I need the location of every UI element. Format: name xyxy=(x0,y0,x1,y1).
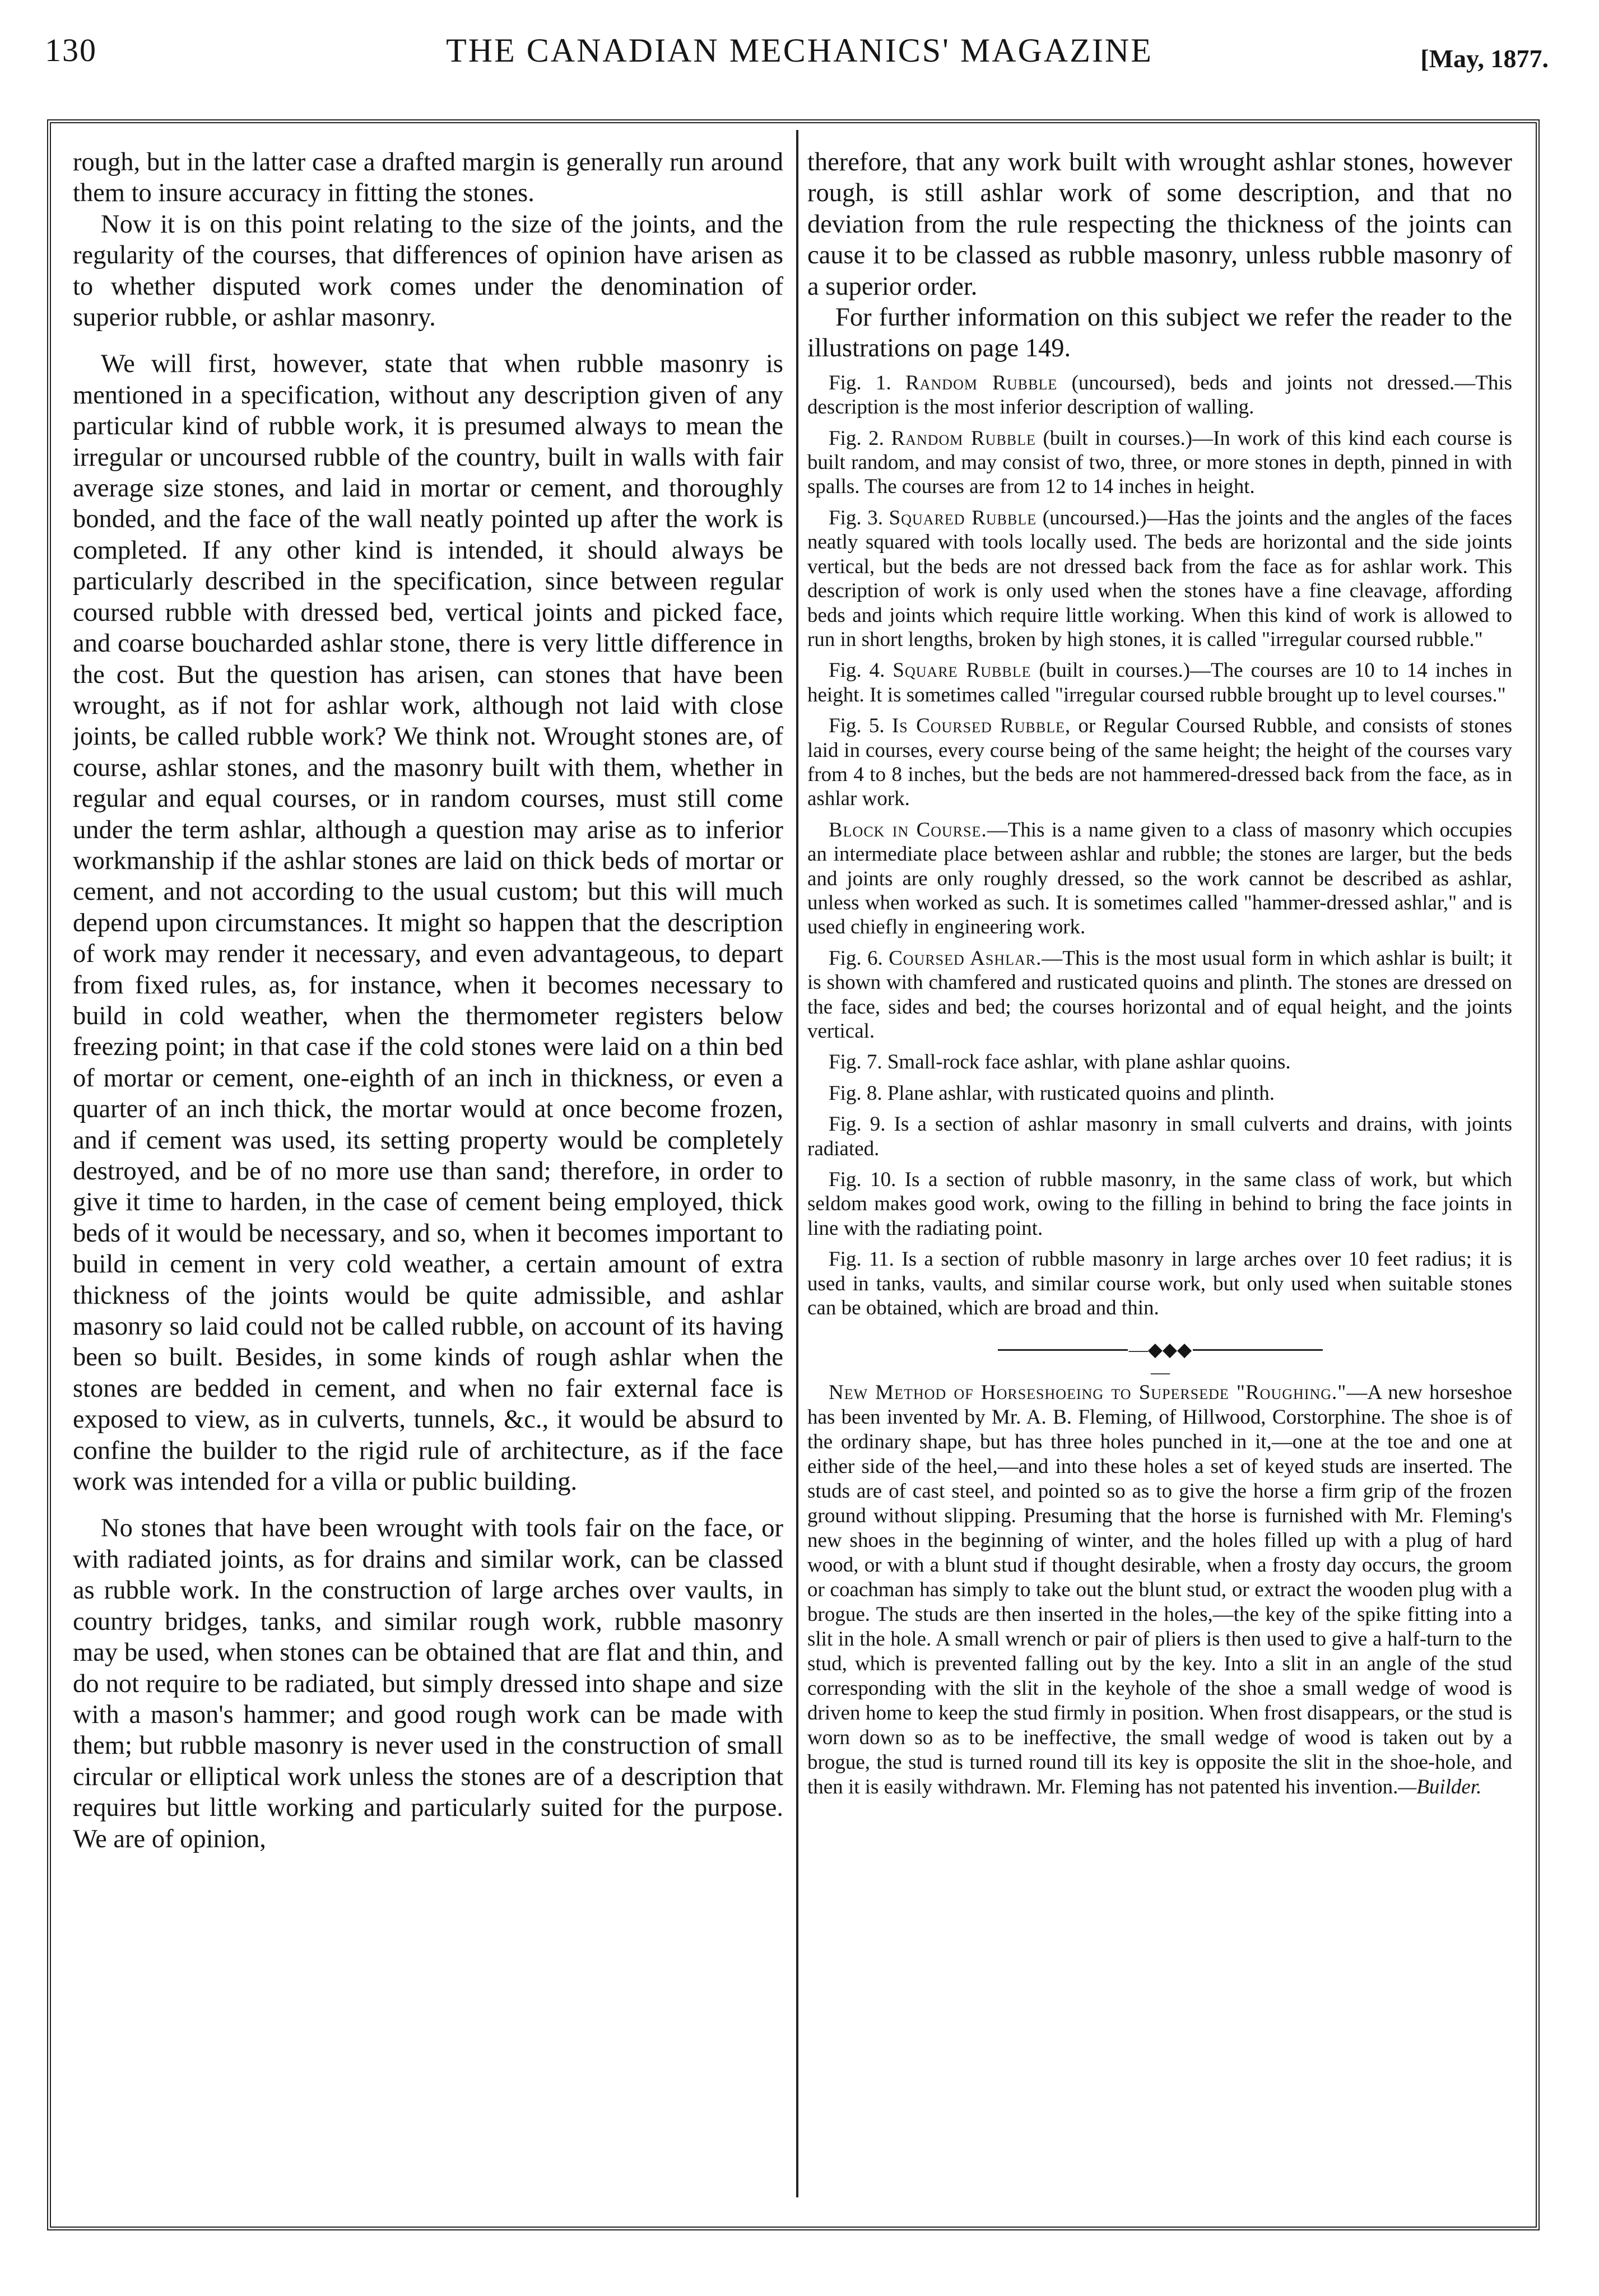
figure-text: —This is the most usual form in which ashlar is built; it is shown with chamfered and rusticated quoins and plinth. The stones are dressed on the face, sides and bed; the courses horizontal and of equal height, and the joints vertical. xyxy=(807,946,1512,1043)
figure-caption xyxy=(807,371,1512,420)
running-head xyxy=(39,25,1560,86)
figure-term: Random Rubble xyxy=(891,426,1036,450)
figure-term: Coursed Ashlar. xyxy=(889,946,1042,970)
figure-term: Is Coursed Rubble, xyxy=(891,714,1071,738)
figure-label: Fig. 1. xyxy=(829,371,891,394)
figure-caption xyxy=(807,1247,1512,1320)
paragraph: For further information on this subject we refer the reader to the illustrations on page 149. xyxy=(807,303,1512,363)
figure-caption xyxy=(807,1112,1512,1161)
figure-caption xyxy=(807,714,1512,811)
figure-label: Fig. 10. xyxy=(829,1168,896,1192)
figure-caption xyxy=(807,1081,1512,1105)
figure-label: Fig. 8. xyxy=(829,1081,882,1105)
figure-label: Fig. 4. xyxy=(829,659,885,682)
figure-text: or Regular Coursed Rubble, and consists of stones laid in courses, every course being of the same height; the height of the courses vary from 4 to 8 inches, but the beds are not hammered-dressed back from the face, as in ashlar work. xyxy=(807,714,1512,811)
article-body: —A new horseshoe has been invented by Mr. A. B. Fleming, of Hillwood, Corstorphine. The shoe is of the ordinary shape, but has three holes punched in it,—one at the toe and one at either side of the heel,—and into these holes a set of keyed studs are inserted. The studs are of cast steel, and pointed so as to give the horse a firm grip of the frozen ground without slipping. Presuming that the horse is furnished with Mr. Fleming's new shoes in the beginning of winter, and the holes filled up with a plug of hard wood, or with a blunt stud if thought desirable, when a frosty day occurs, the groom or coachman has simply to take out the blunt stud, or extract the wooden plug with a brogue. The studs are then inserted in the holes,—the key of the spike fitting into a slit in the hole. A small wrench or pair of pliers is then used to give a half-turn to the stud, which is prevented falling out by the key. Into a slit in an angle of the stud corresponding with the slit in the keyhole of the shoe a small wedge of wood is driven home to keep the stud firmly in position. When frost disappears, or the stud is worn down so as to be ineffective, the small wedge of wood is taken out by a brogue, the stud is turned round till its key is opposite the slit in the shoe-hole, and then it is easily withdrawn. Mr. Fleming has not patented his invention. xyxy=(807,1381,1512,1799)
figure-text: (built in courses.)—In work of this kind each course is built random, and may consist of two, three, or more stones in depth, pinned in with spalls. The courses are from 12 to 14 inches in height. xyxy=(807,426,1512,499)
figure-label: Fig. 7. xyxy=(829,1051,882,1074)
figure-caption xyxy=(807,818,1512,940)
figure-text: Is a section of rubble masonry, in the same class of work, but which seldom makes good work, owing to the filling in behind to bring the face joints in line with the radiating point. xyxy=(807,1168,1512,1240)
figure-term: Square Rubble xyxy=(893,659,1031,682)
figure-caption xyxy=(807,946,1512,1044)
figure-label: Fig. 11. xyxy=(829,1248,894,1271)
paragraph: therefore, that any work built with wrought ashlar stones, however rough, is still ashlar work of some description, and that no deviation from the rule respecting the thickness of the joints can cause it to be classed as rubble masonry, unless rubble masonry of a superior order. xyxy=(807,148,1512,301)
figure-text: Is a section of rubble masonry in large arches over 10 feet radius; it is used in tanks, vaults, and similar course work, but only used when suitable stones can be obtained, which are broad and thin. xyxy=(807,1248,1512,1320)
paragraph: rough, but in the latter case a drafted margin is generally run around them to insure accuracy in fitting the stones. xyxy=(73,148,783,208)
paragraph: We will first, however, state that when rubble masonry is mentioned in a specification, without any description given of any particular kind of rubble work, it is presumed always to mean the irregular or uncoursed rubble of the country, built in walls with fair average size stones, and laid in mortar or cement, and thoroughly bonded, and the face of the wall neatly pointed up after the work is completed. If any other kind is intended, it should always be particularly described in the specification, since between regular coursed rubble with dressed bed, vertical joints and picked face, and coarse boucharded ashlar stone, there is very little difference in the cost. But the question has arisen, can stones that have been wrought, as if not for ashlar work, although not laid with close joints, be called rubble work? We think not. Wrought stones are, of course, ashlar stones, and the masonry built with them, whether in regular and equal courses, or in random courses, must still come under the term ashlar, although a question may arise as to inferior workmanship if the ashlar stones are laid on thick beds of mortar or cement, and not according to the usual custom; but this will much depend upon circumstances. It might so happen that the description of work may render it necessary, and even advantageous, to depart from fixed rules, as, for instance, when it becomes necessary to build in cold weather, when the thermometer registers below freezing point; in that case if the cold stones were laid on a thin bed of mortar or cement, one-eighth of an inch in thickness, or even a quarter of an inch thick, the mortar would at once become frozen, and if cement was used, its setting property would be completely destroyed, and be of no more use than sand; therefore, in order to give it time to harden, in the case of cement being employed, thick beds of it would be necessary, and so, when it becomes important to build in cement in very cold weather, a certain amount of extra thickness of the joints would be quite admissible, and ashlar masonry so laid could not be called rubble, on account of its having been so built. Besides, in some kinds of rough ashlar when the stones are bedded in cement, and when no fair external face is exposed to view, as in culverts, tunnels, &c., it would be absurd to confine the builder to the rigid rule of architecture, as if the face work was intended for a villa or public building. xyxy=(73,350,783,1496)
figure-caption xyxy=(807,1050,1512,1074)
figure-text: (uncoursed), beds and joints not dressed.—This description is the most inferior description of walling. xyxy=(807,371,1512,419)
figure-label: Fig. 5. xyxy=(829,714,885,738)
article-heading: New Method of Horseshoeing to Supersede "Roughing." xyxy=(829,1381,1347,1405)
article-source: —Builder. xyxy=(1398,1776,1482,1799)
figure-caption xyxy=(807,506,1512,652)
right-column xyxy=(807,147,1512,2186)
figure-text: Is a section of ashlar masonry in small culverts and drains, with joints radiated. xyxy=(807,1113,1512,1160)
figure-label: Fig. 2. xyxy=(829,426,884,450)
figure-label: Fig. 6. xyxy=(829,946,883,970)
figure-caption xyxy=(807,658,1512,707)
separator-ornament: —◆◆◆— xyxy=(1128,1340,1192,1383)
figure-text: (built in courses.)—The courses are 10 to 14 inches in height. It is sometimes called "irregular coursed rubble brought up to level courses." xyxy=(807,659,1512,707)
paragraph: No stones that have been wrought with tools fair on the face, or with radiated joints, as for drains and similar work, can be classed as rubble work. In the construction of large arches over vaults, in country bridges, tanks, and similar rough work, rubble masonry may be used, when stones can be obtained that are flat and thin, and do not require to be radiated, but simply dressed into shape and size with a mason's hammer; and good rough work can be made with them; but rubble masonry is never used in the construction of small circular or elliptical work unless the stones are of a description that requires but little working and particularly suited for the purpose. We are of opinion, xyxy=(73,1514,783,1853)
column-rule xyxy=(796,130,798,2197)
figure-caption xyxy=(807,426,1512,499)
page-number: 130 xyxy=(45,32,97,68)
section-separator xyxy=(807,1333,1512,1383)
figure-text: Small-rock face ashlar, with plane ashlar quoins. xyxy=(887,1051,1291,1074)
figure-term: Block in Course. xyxy=(829,818,987,842)
figure-term: Squared Rubble xyxy=(889,506,1037,529)
figure-label: Fig. 3. xyxy=(829,506,884,529)
figure-caption xyxy=(807,1168,1512,1240)
figure-text: Plane ashlar, with rusticated quoins and plinth. xyxy=(887,1081,1275,1105)
magazine-title: THE CANADIAN MECHANICS' MAGAZINE xyxy=(446,32,1153,69)
left-column xyxy=(73,147,783,2197)
horseshoe-article xyxy=(807,1381,1512,1800)
figure-label: Fig. 9. xyxy=(829,1113,886,1136)
paragraph: Now it is on this point relating to the size of the joints, and the regularity of the courses, that differences of opinion have arisen as to whether disputed work comes under the denomination of superior rubble, or ashlar masonry. xyxy=(73,210,783,332)
figure-term: Random Rubble xyxy=(905,371,1058,394)
figure-text: (uncoursed.)—Has the joints and the angles of the faces neatly squared with tools locally used. The beds are horizontal and the side joints vertical, but the beds are not dressed back from the face as for ashlar work. This description of work is only used when the stones have a fine cleavage, affording beds and joints which require little working. When this kind of work is allowed to run in short lengths, broken by high stones, it is called "irregular coursed rubble." xyxy=(807,506,1512,651)
figure-text: —This is a name given to a class of masonry which occupies an intermediate place between ashlar and rubble; the stones are larger, but the beds and joints are only roughly dressed, so the work cannot be described as ashlar, unless when worked as such. It is sometimes called "hammer-dressed ashlar," and is used chiefly in engineering work. xyxy=(807,818,1512,939)
issue-date: [May, 1877. xyxy=(1420,44,1549,73)
